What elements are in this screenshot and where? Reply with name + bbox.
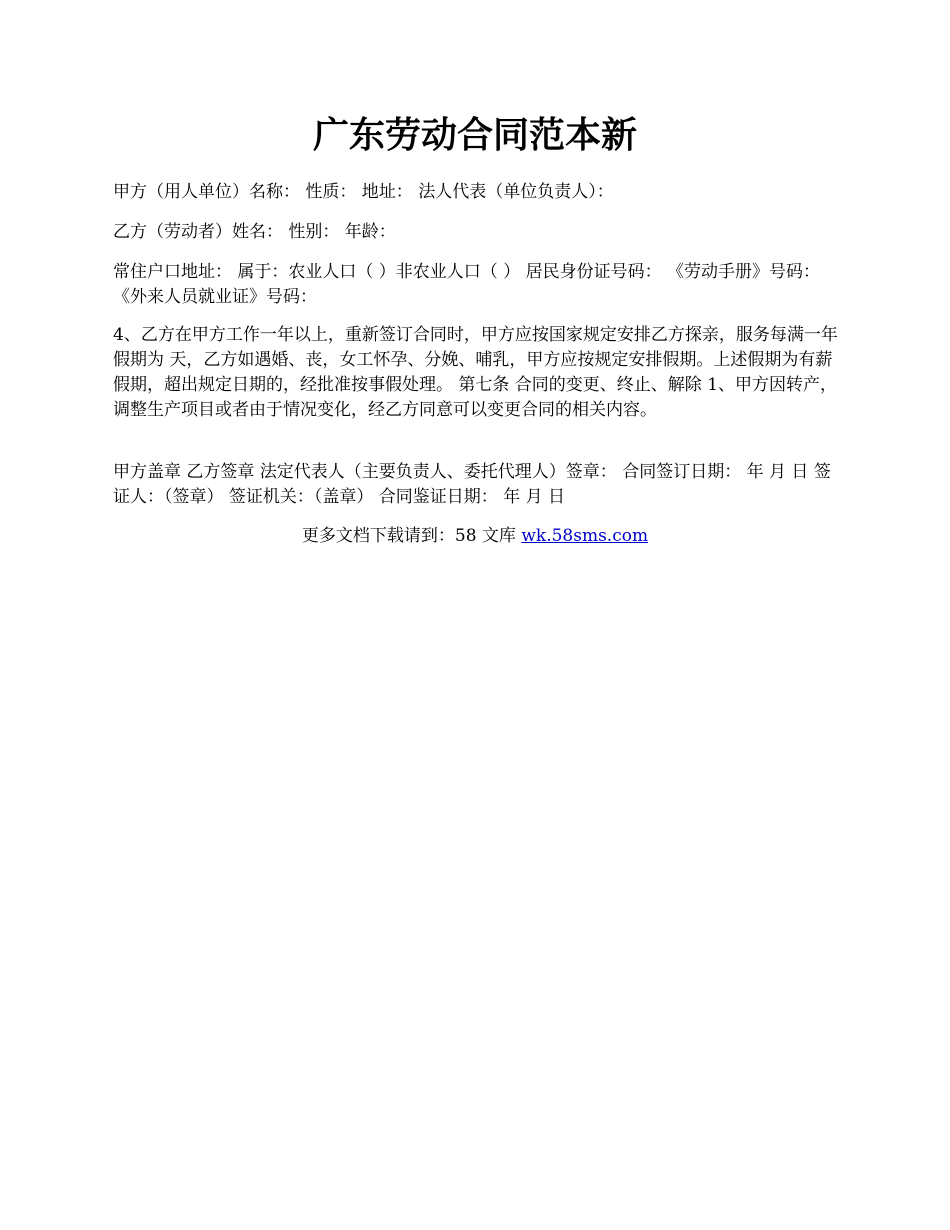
document-title: 广东劳动合同范本新 <box>312 115 637 156</box>
footer-text: 更多文档下载请到：58 文库 <box>301 526 522 546</box>
footer-link[interactable]: wk.58sms.com <box>521 526 649 546</box>
leave-and-contract-change-clause: 4、乙方在甲方工作一年以上，重新签订合同时，甲方应按国家规定安排乙方探亲，服务每满一年假期为 天，乙方如遇婚、丧，女工怀孕、分娩、哺乳，甲方应按规定安排假期。上述假期为有薪假期，超出规定日期的，经批准按事假处理。 第七条 合同的变更、终止、解除 1、甲方因转产，调整生产项目或者由于情况变化，经乙方同意可以变更合同的相关内容。 <box>113 325 838 420</box>
party-a-info: 甲方（用人单位）名称： 性质： 地址： 法人代表（单位负责人）： <box>113 182 614 202</box>
residence-info: 常住户口地址： 属于：农业人口（ ）非农业人口（ ） 居民身份证号码： 《劳动手册》号码： 《外来人员就业证》号码： <box>113 262 821 307</box>
party-b-info: 乙方（劳动者）姓名： 性别： 年龄： <box>113 222 396 242</box>
signature-section: 甲方盖章 乙方签章 法定代表人（主要负责人、委托代理人）签章： 合同签订日期： 年 月 日 签证人：（签章） 签证机关：（盖章） 合同鉴证日期： 年 月 日 <box>113 462 831 507</box>
download-footer <box>0 524 950 549</box>
